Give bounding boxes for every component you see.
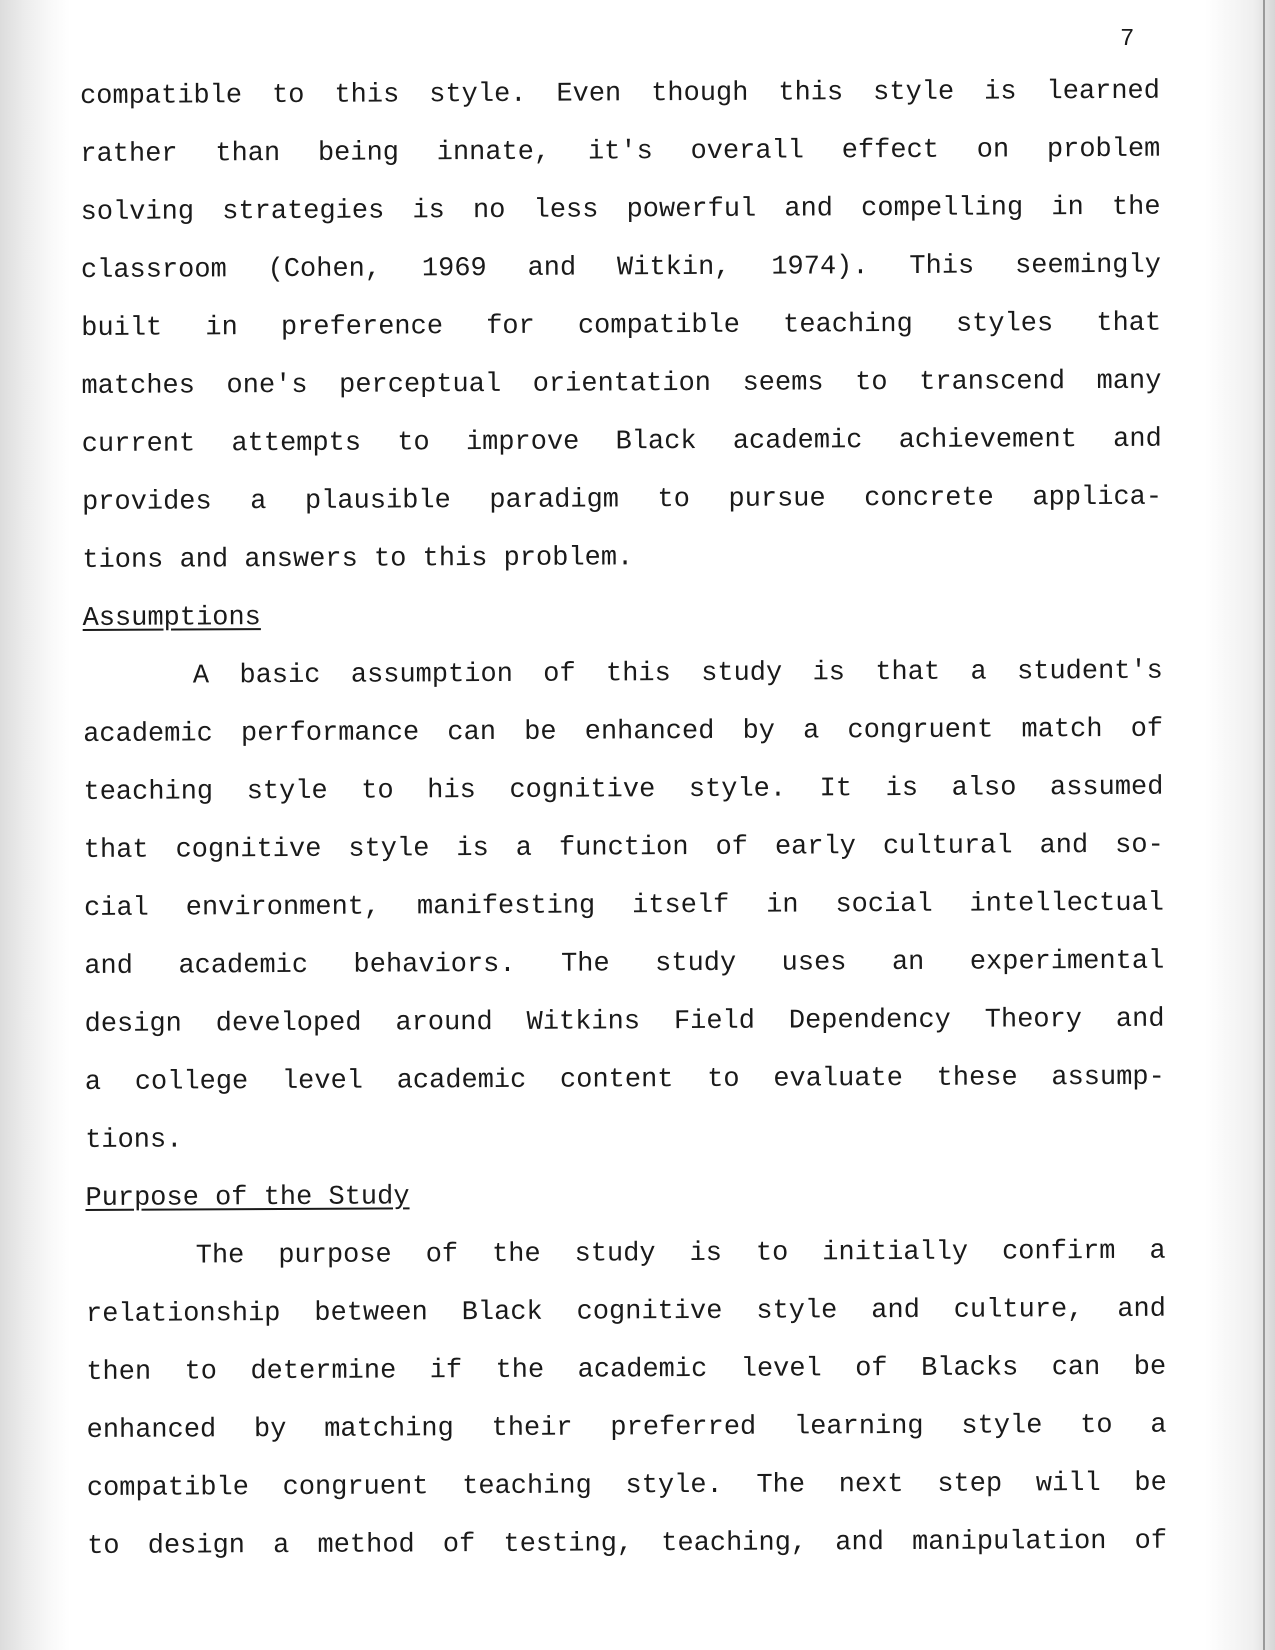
word: orientation	[532, 368, 712, 400]
word: to	[707, 1064, 740, 1095]
word: applica-	[1032, 482, 1163, 514]
word: to	[755, 1238, 789, 1269]
word: style.	[429, 79, 527, 111]
word: and	[84, 951, 134, 982]
heading-text: Assumptions	[82, 603, 261, 634]
word: if	[429, 1356, 463, 1387]
text-line	[81, 251, 1161, 314]
word: Theory	[984, 1005, 1083, 1036]
word: also	[951, 773, 1017, 804]
word: in	[1051, 193, 1084, 224]
word: perceptual	[339, 369, 502, 401]
section-heading-assumptions	[83, 599, 1163, 662]
page-body	[80, 77, 1167, 1590]
word: Blacks	[920, 1353, 1019, 1384]
word: The	[756, 1470, 806, 1501]
word: itself	[632, 890, 730, 922]
word: is	[812, 658, 846, 689]
word: function	[558, 833, 689, 864]
word: then	[86, 1357, 152, 1388]
word: Black	[461, 1297, 543, 1329]
word: by	[742, 716, 776, 747]
word: between	[314, 1298, 428, 1329]
word: matches	[81, 371, 195, 402]
word: on	[976, 135, 1010, 166]
word: of	[543, 659, 576, 690]
word: level	[281, 1066, 364, 1098]
word: and	[871, 1295, 920, 1327]
page-number: 7	[1120, 26, 1135, 53]
word: by	[253, 1415, 287, 1446]
word: Witkins	[526, 1007, 641, 1038]
text-line	[87, 1469, 1167, 1532]
word: overall	[690, 136, 805, 168]
word: to	[271, 80, 305, 112]
word: built	[81, 313, 163, 344]
word: transcend	[919, 367, 1066, 398]
text-line: tions and answers to this problem.	[82, 543, 634, 576]
text-line	[80, 135, 1160, 198]
word: his	[427, 776, 476, 807]
scan-shadow-left	[0, 0, 70, 1650]
word: to	[87, 1531, 120, 1562]
word: manipulation	[911, 1527, 1107, 1558]
word: than	[215, 139, 281, 170]
word: concrete	[864, 483, 994, 515]
word: 1969	[421, 254, 487, 285]
word: Even	[556, 79, 622, 110]
text-line	[81, 193, 1161, 256]
word: preference	[280, 312, 444, 344]
word: basic	[239, 660, 321, 692]
word: one's	[226, 370, 308, 402]
word: testing,	[503, 1529, 634, 1560]
word: that	[83, 835, 149, 866]
text-line	[87, 1527, 1167, 1590]
text-line	[87, 1411, 1167, 1474]
word: of	[855, 1354, 888, 1385]
word: strategies	[222, 196, 385, 228]
text-line	[84, 831, 1164, 894]
word: a	[515, 833, 533, 864]
text-line	[82, 483, 1162, 546]
word: is	[984, 77, 1017, 108]
word: intellectual	[969, 888, 1165, 920]
word: plausible	[304, 486, 451, 517]
text-line	[83, 715, 1163, 778]
word: in	[766, 890, 799, 921]
word: is	[412, 196, 445, 227]
word: of	[1134, 1526, 1168, 1557]
word: is	[456, 834, 489, 865]
word: academic	[396, 1065, 527, 1097]
word: cognitive	[509, 775, 656, 806]
word: is	[689, 1238, 723, 1270]
word: A	[192, 661, 210, 692]
word: and	[527, 253, 577, 284]
word: style.	[688, 774, 787, 806]
word: achievement	[898, 425, 1077, 457]
word: be	[524, 717, 557, 748]
word: and	[1113, 424, 1162, 455]
heading-text: Purpose of the Study	[85, 1182, 410, 1214]
word: The	[560, 949, 610, 980]
word: a	[1149, 1236, 1166, 1267]
word: confirm	[1001, 1236, 1116, 1268]
word: style	[348, 834, 430, 865]
word: developed	[215, 1008, 362, 1040]
word: of	[715, 832, 749, 863]
word: be	[1134, 1468, 1167, 1499]
word: seems	[742, 368, 824, 399]
word: (Cohen,	[267, 254, 382, 286]
word: the	[491, 1239, 541, 1271]
word: to	[855, 368, 888, 399]
word: compelling	[861, 193, 1024, 225]
word: This	[909, 251, 975, 282]
word: teaching,	[661, 1528, 808, 1560]
word: for	[486, 311, 535, 343]
word: can	[1051, 1353, 1101, 1384]
word: so-	[1115, 830, 1164, 861]
word: this	[778, 78, 844, 109]
text-line	[84, 889, 1164, 952]
word: cognitive	[576, 1296, 723, 1328]
word: culture,	[953, 1295, 1084, 1326]
word: the	[1111, 192, 1161, 223]
word: relationship	[85, 1299, 281, 1330]
word: of	[425, 1240, 459, 1271]
text-line	[85, 1063, 1165, 1126]
word: assumption	[350, 659, 513, 691]
word: and	[1117, 1294, 1166, 1325]
word: and	[1039, 831, 1089, 862]
word: match	[1021, 715, 1103, 746]
word: next	[838, 1469, 904, 1501]
word: study	[701, 658, 783, 689]
text-line	[86, 1353, 1166, 1416]
word: that	[875, 657, 941, 689]
word: early	[774, 832, 857, 863]
word: compatible	[86, 1473, 249, 1504]
word: provides	[81, 487, 212, 518]
word: to	[361, 776, 394, 807]
word: it's	[587, 137, 653, 168]
word: content	[559, 1065, 674, 1096]
word: Witkin,	[616, 252, 731, 284]
word: of	[442, 1530, 476, 1561]
word: seemingly	[1014, 250, 1161, 282]
word: compatible	[80, 81, 243, 112]
word: their	[491, 1413, 573, 1445]
word: less	[533, 195, 599, 226]
word: a	[803, 716, 820, 747]
word: a	[84, 1067, 102, 1098]
word: rather	[80, 139, 178, 170]
word: cial	[83, 893, 149, 924]
word: solving	[80, 197, 195, 228]
word: experimental	[969, 946, 1165, 978]
text-line	[86, 1295, 1166, 1358]
text-line	[85, 1005, 1165, 1068]
word: teaching	[83, 777, 214, 808]
word: step	[937, 1469, 1003, 1500]
word: these	[936, 1063, 1018, 1094]
text-line	[84, 947, 1164, 1010]
word: compatible	[577, 310, 741, 342]
word: paradigm	[489, 485, 620, 517]
word: a	[1150, 1410, 1167, 1441]
word: teaching	[462, 1471, 592, 1503]
word: Dependency	[788, 1005, 951, 1037]
word: a	[250, 487, 267, 518]
word: method	[317, 1530, 415, 1561]
word: a	[970, 657, 987, 688]
word: design	[147, 1531, 246, 1562]
word: preferred	[610, 1412, 757, 1444]
word: learning	[793, 1411, 924, 1443]
word: this	[334, 80, 400, 111]
word: Black	[615, 426, 697, 458]
text-line	[81, 367, 1161, 430]
word: classroom	[80, 255, 227, 286]
word: academic	[577, 1354, 708, 1386]
word: around	[395, 1007, 493, 1039]
scan-edge-line	[1263, 0, 1265, 1650]
word: study	[655, 948, 737, 980]
word: uses	[781, 948, 847, 979]
word: be	[1133, 1352, 1167, 1383]
word: social	[835, 889, 933, 921]
word: and	[1115, 1004, 1165, 1035]
word: to	[184, 1357, 218, 1388]
word: initially	[822, 1237, 969, 1269]
word: teaching	[783, 309, 913, 341]
text-line: tions.	[85, 1125, 183, 1156]
text-line	[81, 309, 1161, 372]
word: academic	[83, 719, 213, 750]
word: problem	[1046, 134, 1161, 166]
word: current	[81, 429, 196, 460]
word: college	[134, 1067, 249, 1098]
word: a	[273, 1530, 290, 1562]
word: pursue	[728, 484, 826, 515]
word: style	[961, 1411, 1043, 1442]
word: student's	[1016, 656, 1163, 688]
text-line	[83, 657, 1163, 720]
word: improve	[465, 427, 580, 459]
word: cognitive	[175, 834, 322, 866]
word: academic	[732, 426, 863, 457]
word: design	[84, 1009, 182, 1040]
word: It	[819, 774, 853, 805]
word: though	[651, 78, 749, 110]
word: 1974).	[771, 252, 869, 283]
word: that	[1096, 308, 1162, 340]
word: being	[317, 138, 400, 169]
word: manifesting	[416, 891, 596, 923]
section-heading-purpose	[85, 1179, 1165, 1242]
word: style.	[625, 1470, 723, 1502]
word: congruent	[847, 715, 994, 747]
word: enhanced	[584, 716, 715, 748]
word: learned	[1046, 76, 1161, 108]
word: styles	[955, 309, 1054, 340]
word: will	[1035, 1469, 1101, 1500]
word: style	[756, 1296, 838, 1327]
word: assump-	[1051, 1062, 1165, 1094]
word: determine	[250, 1356, 397, 1388]
word: powerful	[626, 194, 757, 226]
word: study	[574, 1239, 656, 1270]
word: environment,	[185, 892, 381, 924]
word: to	[1080, 1410, 1113, 1442]
word: assumed	[1049, 772, 1164, 804]
word: many	[1096, 366, 1162, 398]
text-line	[86, 1237, 1166, 1300]
word: and	[784, 194, 834, 225]
word: matching	[324, 1414, 454, 1445]
word: attempts	[231, 428, 362, 460]
text-line	[83, 773, 1163, 836]
word: evaluate	[773, 1063, 903, 1095]
text-line	[82, 425, 1162, 488]
word: performance	[240, 718, 420, 750]
word: the	[495, 1355, 545, 1386]
word: cultural	[882, 831, 1013, 863]
word: to	[397, 428, 430, 459]
word: Field	[673, 1006, 756, 1038]
word: style	[246, 776, 328, 808]
word: level	[740, 1354, 822, 1385]
text-line	[80, 77, 1160, 140]
word: behaviors.	[353, 949, 516, 981]
word: no	[472, 195, 506, 227]
word: congruent	[282, 1472, 429, 1504]
word: in	[205, 313, 238, 344]
word: academic	[178, 950, 309, 982]
word: style	[873, 77, 955, 109]
word: enhanced	[86, 1415, 217, 1446]
word: an	[891, 947, 925, 979]
word: purpose	[278, 1240, 392, 1272]
word: can	[447, 717, 497, 749]
word: this	[605, 659, 671, 690]
word: effect	[841, 135, 940, 167]
word: of	[1130, 714, 1164, 745]
word: innate,	[436, 137, 551, 169]
word: and	[835, 1528, 884, 1559]
word: The	[195, 1241, 245, 1272]
word: is	[885, 773, 919, 805]
word: to	[657, 485, 690, 516]
